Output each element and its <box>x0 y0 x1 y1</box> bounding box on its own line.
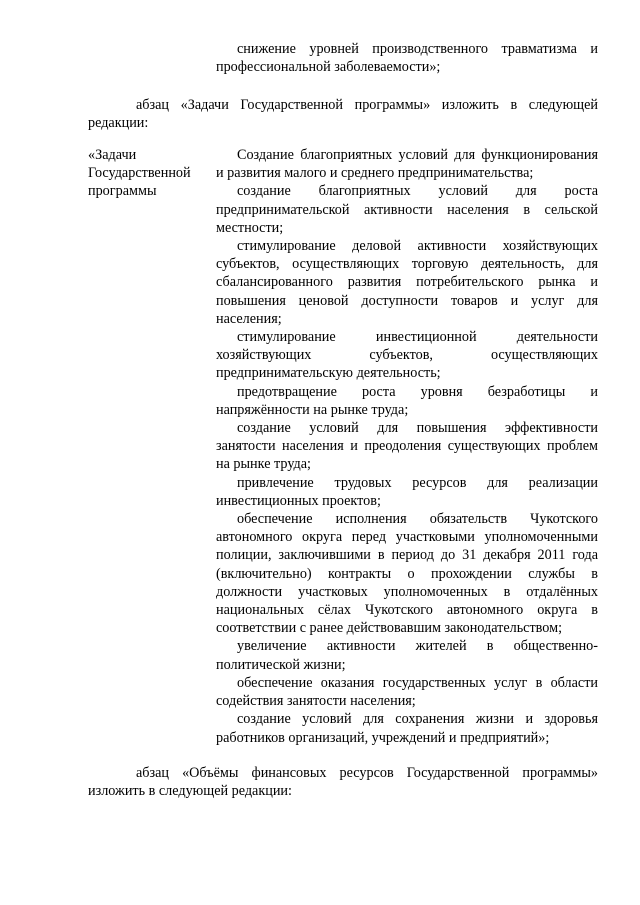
tasks-label-cell: «Задачи Государственной программы <box>88 147 191 200</box>
amend-finance-paragraph: абзац «Объёмы финансовых ресурсов Государственной программы» изложить в следующей редакции: <box>88 765 598 800</box>
task-item: предотвращение роста уровня безработицы и напряжённости на рынке труда; <box>216 383 598 418</box>
task-item: Создание благоприятных условий для функционирования и развития малого и среднего предпринимательства; <box>216 147 598 182</box>
intro-continuation-paragraph: снижение уровней производственного травматизма и профессиональной заболеваемости»; <box>216 41 598 76</box>
task-item: создание условий для повышения эффективности занятости населения и преодоления существующих проблем на рынке труда; <box>216 420 598 473</box>
tasks-list-cell <box>216 146 598 747</box>
task-item: создание условий для сохранения жизни и здоровья работников организаций, учреждений и предприятий»; <box>216 711 598 746</box>
task-item: стимулирование инвестиционной деятельности хозяйствующих субъектов, осуществляющих предпринимательскую деятельность; <box>216 329 598 382</box>
task-item: создание благоприятных условий для роста предпринимательской активности населения в сельской местности; <box>216 183 598 236</box>
task-item: привлечение трудовых ресурсов для реализации инвестиционных проектов; <box>216 474 598 509</box>
task-item: увеличение активности жителей в общественно-политической жизни; <box>216 638 598 673</box>
amend-tasks-paragraph: абзац «Задачи Государственной программы» изложить в следующей редакции: <box>88 97 598 132</box>
task-item: стимулирование деловой активности хозяйствующих субъектов, осуществляющих торговую деятельность, для сбалансированного развития потребительского рынка и повышения ценовой доступности товаров и услуг для населения; <box>216 238 598 327</box>
task-item: обеспечение оказания государственных услуг в области содействия занятости населения; <box>216 674 598 710</box>
task-item: обеспечение исполнения обязательств Чукотского автономного округа перед участковыми уполномоченными полиции, заключившими в период до 31 декабря 2011 года (включительно) контракты о прохождении службы в должности участковых уполномоченных в отдалённых национальных сёлах Чукотского автономного округа в соответствии с ранее действовавшим законодательством; <box>216 511 598 637</box>
